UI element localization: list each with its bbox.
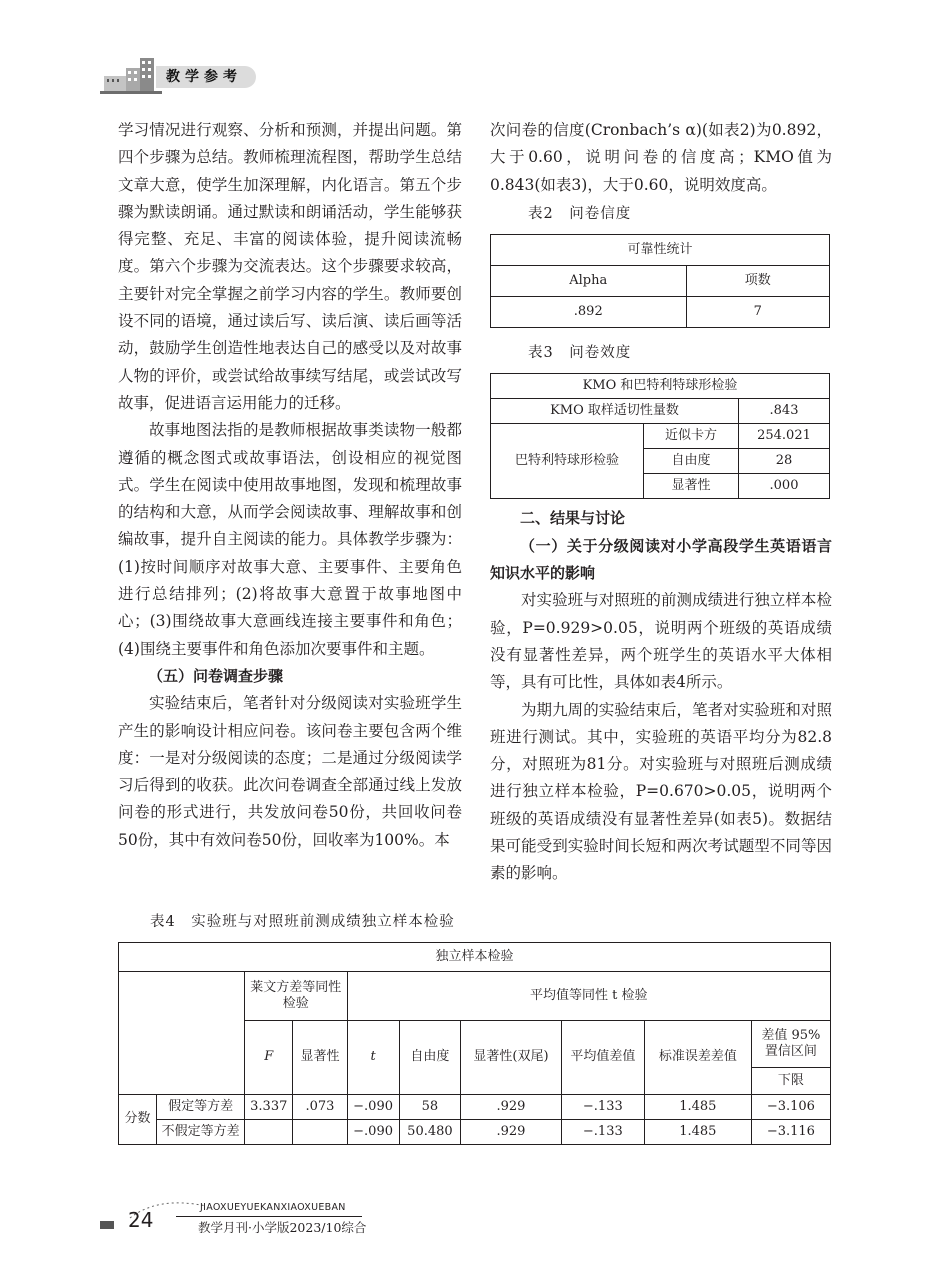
table4-cell <box>293 1119 347 1144</box>
table4-col-sediff: 标准误差差值 <box>644 1021 751 1095</box>
subsection-heading: （一）关于分级阅读对小学高段学生英语语言知识水平的影响 <box>490 536 832 583</box>
table4-cell: .929 <box>461 1094 562 1119</box>
table4-row-label: 不假定等方差 <box>157 1119 245 1144</box>
table4-cell: −3.106 <box>751 1094 830 1119</box>
paragraph: 为期九周的实验结束后，笔者对实验班和对照班进行测试。其中，实验班的英语平均分为82.8分，对照班为81分。对实验班与对照班后测成绩进行独立样本检验，P=0.670>0.05，说明两个班级的英语成绩没有显著性差异(如表5)。数据结果可能受到实验时间长短和两次考试题型不同等因素的影响。 <box>490 700 832 883</box>
table3-sig-value: .000 <box>739 474 830 499</box>
table3-df-value: 28 <box>739 449 830 474</box>
table2-caption: 表2 问卷信度 <box>528 205 632 222</box>
table4-col-sig2: 显著性(双尾) <box>461 1021 562 1095</box>
table4-col-sig: 显著性 <box>293 1021 347 1095</box>
table3-kmo-label: KMO 取样适切性量数 <box>491 399 739 424</box>
paragraph: 学习情况进行观察、分析和预测，并提出问题。第四个步骤为总结。教师梳理流程图，帮助学生总结文章大意，使学生加深理解，内化语言。第五个步骤为默读朗诵。通过默读和朗诵活动，学生能够获得完整、充足、丰富的阅读体验，提升阅读流畅度。第六个步骤为交流表达。这个步骤要求较高，主要针对完全掌握之前学习内容的学生。教师要创设不同的语境，通过读后写、读后演、读后画等活动，鼓励学生创造性地表达自己的感受以及对故事人物的评价，或尝试给故事续写结尾，或尝试改写故事，促进语言运用能力的迁移。 <box>118 121 462 412</box>
table4-row-label: 假定等方差 <box>157 1094 245 1119</box>
table3-title: KMO 和巴特利特球形检验 <box>491 374 830 399</box>
table4-row-group: 分数 <box>119 1094 157 1144</box>
table4-cell: 3.337 <box>245 1094 293 1119</box>
journal-name-cn: 教学月刊·小学版2023/10综合 <box>198 1220 367 1235</box>
table4-blank-corner <box>119 972 245 1068</box>
table4-independent-samples <box>118 942 831 1145</box>
table2-items-value: 7 <box>686 297 829 328</box>
table4-cell: −3.116 <box>751 1119 830 1144</box>
section-header <box>100 56 260 96</box>
table4-levene-header: 莱文方差等同性检验 <box>245 972 347 1021</box>
table4-cell: −.133 <box>561 1119 644 1144</box>
table2-col-alpha: Alpha <box>491 266 687 297</box>
section-title: 教学参考 <box>156 66 256 88</box>
table4-title: 独立样本检验 <box>119 943 831 972</box>
footer-rule <box>176 1216 362 1217</box>
table4-col-df: 自由度 <box>399 1021 461 1095</box>
building-logo-icon <box>100 58 162 94</box>
table3-bartlett-label: 巴特利特球形检验 <box>491 424 644 499</box>
journal-name-en: JIAOXUEYUEKANXIAOXUEBAN <box>200 1202 346 1213</box>
table3-chi-value: 254.021 <box>739 424 830 449</box>
subsection-heading: （五）问卷调查步骤 <box>148 666 284 685</box>
table3-validity <box>490 373 830 499</box>
table4-blank-corner2 <box>119 1068 245 1095</box>
table3-chi-label: 近似卡方 <box>644 424 739 449</box>
table4-caption: 表4 实验班与对照班前测成绩独立样本检验 <box>150 914 455 930</box>
table4-cell <box>245 1119 293 1144</box>
table3-sig-label: 显著性 <box>644 474 739 499</box>
table4-cell: −.133 <box>561 1094 644 1119</box>
table4-cell: 58 <box>399 1094 461 1119</box>
table2-alpha-value: .892 <box>491 297 687 328</box>
table4-col-t: t <box>347 1021 399 1095</box>
table4-ttest-header: 平均值等同性 t 检验 <box>347 972 830 1021</box>
section-heading: 二、结果与讨论 <box>520 509 626 528</box>
table3-kmo-value: .843 <box>739 399 830 424</box>
left-column <box>118 117 462 854</box>
table4-col-ci: 差值 95% 置信区间 <box>751 1021 830 1068</box>
paragraph: 实验结束后，笔者针对分级阅读对实验班学生产生的影响设计相应问卷。该问卷主要包含两个维度：一是对分级阅读的态度；二是通过分级阅读学习后得到的收获。此次问卷调查全部通过线上发放问卷的形式进行，共发放问卷50份，共回收问卷50份，其中有效问卷50份，回收率为100%。本 <box>118 694 462 849</box>
table4-cell: −.090 <box>347 1094 399 1119</box>
table3-df-label: 自由度 <box>644 449 739 474</box>
table2-title: 可靠性统计 <box>491 235 830 266</box>
table2-reliability <box>490 234 830 328</box>
footer-marker <box>100 1221 114 1229</box>
paragraph: 对实验班与对照班的前测成绩进行独立样本检验，P=0.929>0.05，说明两个班级的英语成绩没有显著性差异，两个班学生的英语水平大体相等，具有可比性，具体如表4所示。 <box>490 591 832 692</box>
table4-cell: 50.480 <box>399 1119 461 1144</box>
table2-col-items: 项数 <box>686 266 829 297</box>
table4-col-lower: 下限 <box>751 1068 830 1095</box>
table3-caption: 表3 问卷效度 <box>528 345 632 362</box>
page-number: 24 <box>128 1208 154 1232</box>
table4-col-meandiff: 平均值差值 <box>561 1021 644 1095</box>
table4-cell: 1.485 <box>644 1119 751 1144</box>
table4-col-F: F <box>245 1021 293 1095</box>
paragraph: 故事地图法指的是教师根据故事类读物一般都遵循的概念图式或故事语法，创设相应的视觉图式。学生在阅读中使用故事地图，发现和梳理故事的结构和大意，从而学会阅读故事、理解故事和创编故事，提升自主阅读的能力。具体教学步骤为：(1)按时间顺序对故事大意、主要事件、主要角色进行总结排列；(2)将故事大意置于故事地图中心；(3)围绕故事大意画线连接主要事件和角色；(4)围绕主要事件和角色添加次要事件和主题。 <box>118 421 462 658</box>
table4-cell: .073 <box>293 1094 347 1119</box>
table4-cell: −.090 <box>347 1119 399 1144</box>
right-column <box>490 117 832 888</box>
paragraph: 次问卷的信度(Cronbach’s α)(如表2)为0.892，大于0.60，说明问卷的信度高；KMO值为0.843(如表3)，大于0.60，说明效度高。 <box>490 121 832 194</box>
table4-cell: .929 <box>461 1119 562 1144</box>
table4-cell: 1.485 <box>644 1094 751 1119</box>
